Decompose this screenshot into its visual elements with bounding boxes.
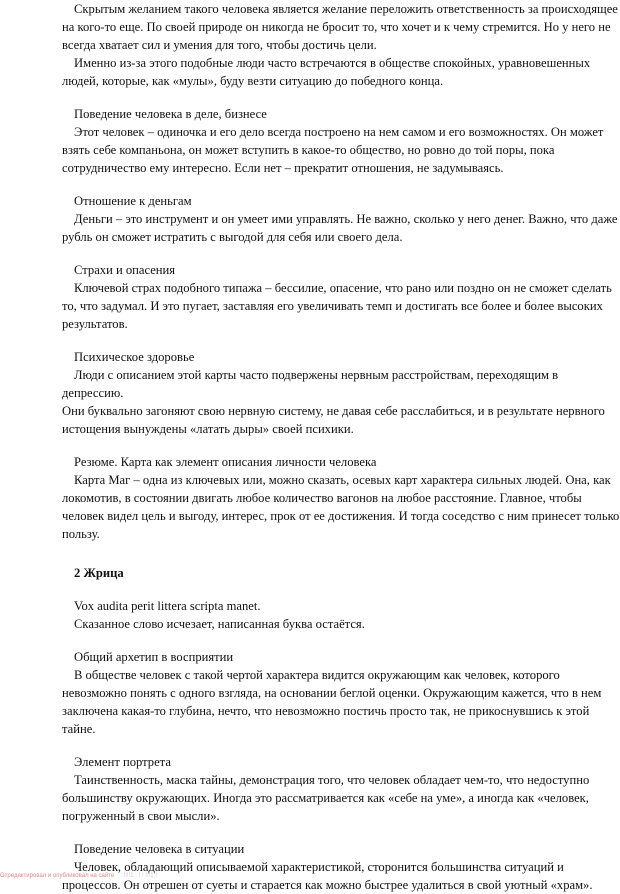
paragraph-summary: Карта Маг – одна из ключевых или, можно сказать, осевых карт характера сильных людей. Она, как локомотив, в состоянии двигать любое количество вагонов на любое расстояние. Главное, чтобы человек видел цель и выгоду, интерес, прок от ее достижения. И тогда соседство с ним принесет только пользу. xyxy=(62,473,620,541)
heading-archetype: Общий архетип в восприятии xyxy=(74,650,234,664)
document-page xyxy=(62,0,620,894)
paragraph-fears: Ключевой страх подобного типажа – бессилие, опасение, что рано или поздно он не сможет сделать то, что задумал. И это пугает, заставляя его увеличивать темп и достигать все более и более высоких результатов. xyxy=(62,281,612,331)
paragraph-portrait: Таинственность, маска тайны, демонстрация того, что человек обладает чем-то, что недоступно большинству окружающих. Иногда это рассматривается как «себе на уме», а иногда как «человек, погруженный в свои мысли». xyxy=(62,773,590,823)
paragraph-hidden-desire: Скрытым желанием такого человека является желание переложить ответственность за происходящее на кого-то еще. По своей природе он никогда не бросит то, что хочет и к чему стремится. Но у него не всегда хватает сил и умения для того, чтобы достичь цели. xyxy=(62,2,618,52)
latin-epigraph: Vox audita perit littera scripta manet. xyxy=(74,599,261,613)
heading-fears: Страхи и опасения xyxy=(74,263,176,277)
heading-mental-health: Психическое здоровье xyxy=(74,350,195,364)
footer-code: : !!!!1 : ! ! !!!1 ! xyxy=(120,873,157,879)
footer-watermark xyxy=(0,872,157,880)
heading-portrait: Элемент портрета xyxy=(74,755,171,769)
paragraph-calm-people: Именно из-за этого подобные люди часто встречаются в обществе спокойных, уравновешенных людей, которые, как «мулы», буду везти ситуацию до победного конца. xyxy=(62,56,591,88)
paragraph-business: Этот человек – одиночка и его дело всегда построено на нем самом и его возможностях. Он может взять себе компаньона, он может вступить в какое-то общество, но ровно до той поры, пока сотрудничество ему интересно. Если нет – прекратит отношения, не задумываясь. xyxy=(62,125,604,175)
epigraph-translation: Сказанное слово исчезает, написанная буква остаётся. xyxy=(74,617,365,631)
heading-money: Отношение к деньгам xyxy=(74,194,192,208)
chapter-title: 2 Жрица xyxy=(74,566,124,580)
heading-summary: Резюме. Карта как элемент описания личности человека xyxy=(74,455,377,469)
heading-business-behavior: Поведение человека в деле, бизнесе xyxy=(74,107,267,121)
footer-text: Отредактировал и опубликовал на сайте xyxy=(0,873,115,879)
paragraph-money: Деньги – это инструмент и он умеет ими управлять. Не важно, сколько у него денег. Важно, что даже рубль он сможет истратить с выгодой для себя или своего дела. xyxy=(62,212,618,244)
paragraph-archetype: В обществе человек с такой чертой характера видится окружающим как человек, которого невозможно понять с одного взгляда, на основании беглой оценки. Окружающим кажется, что в нем заключена какая-то глубина, нечто, что невозможно постичь просто так, не прикоснувшись к этой тайне. xyxy=(62,668,602,736)
heading-situation: Поведение человека в ситуации xyxy=(74,842,245,856)
paragraph-mental-health: Люди с описанием этой карты часто подвержены нервным расстройствам, переходящим в депрессию. Они буквально загоняют свою нервную систему, не давая себе расслабиться, и в результате нервного истощения вынуждены «латать дыры» своей психики. xyxy=(62,368,605,436)
paragraph-situation: Человек, обладающий описываемой характеристикой, сторонится большинства ситуаций и процессов. Он отрешен от суеты и старается как можно быстрее удалиться в свой уютный «храм». xyxy=(62,860,593,892)
